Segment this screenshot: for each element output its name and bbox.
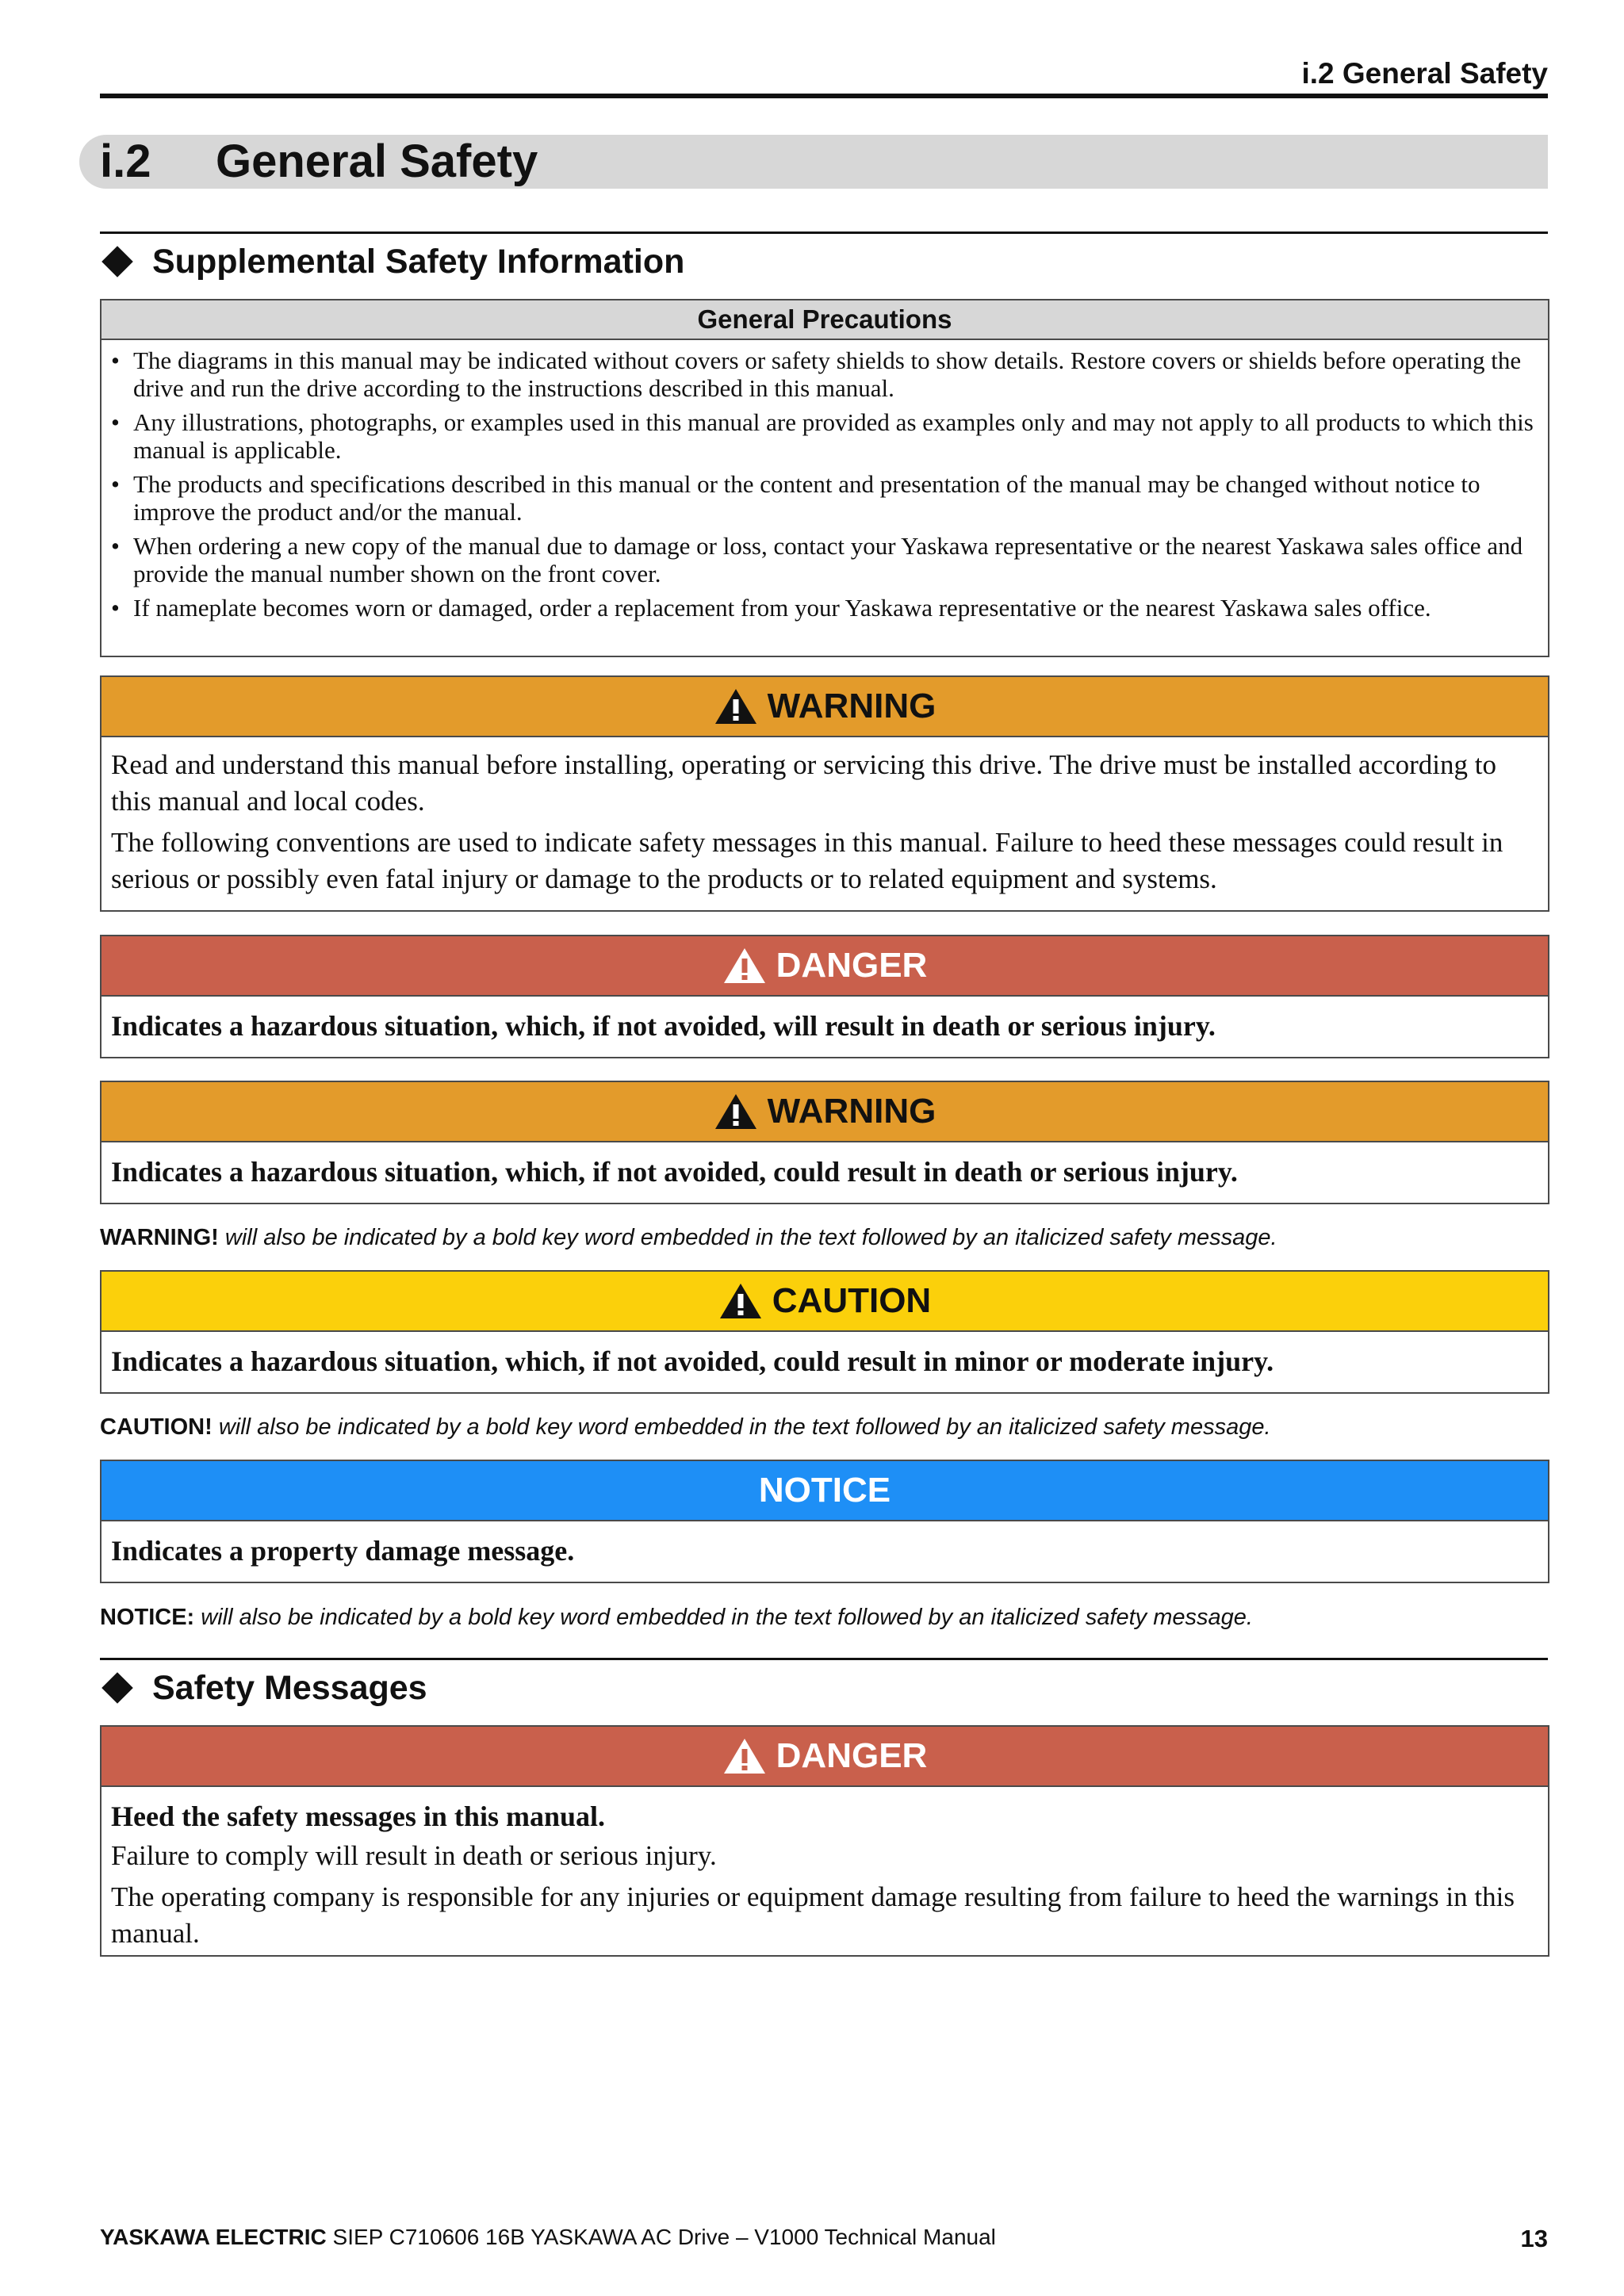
footer-document-info <box>100 2225 996 2250</box>
danger-header <box>102 936 1548 997</box>
list-item: • When ordering a new copy of the manual due to damage or loss, contact your Yaskawa representative or the nearest Yaskawa sales office and provide the manual number shown on the front cover. <box>111 532 1540 587</box>
caution-header <box>102 1272 1548 1332</box>
section-heading-label: Supplemental Safety Information <box>152 242 685 281</box>
keyword: NOTICE: <box>100 1605 195 1630</box>
warning-label: WARNING <box>767 1092 936 1131</box>
danger-label: DANGER <box>776 946 928 985</box>
warning-triangle-icon <box>722 947 767 985</box>
section-heading-label: Safety Messages <box>152 1668 427 1707</box>
page-number: 13 <box>1520 2225 1548 2252</box>
warning-paragraph: The following conventions are used to indicate safety messages in this manual. Failure to heed these messages could result in serious or possibly even fatal injury or damage to the products or to related equipment and systems. <box>111 827 1503 894</box>
danger-message-title: Heed the safety messages in this manual. <box>111 1800 605 1832</box>
notice-label: NOTICE <box>758 1471 891 1510</box>
warning-paragraph: Read and understand this manual before installing, operating or servicing this drive. The drive must be installed according to this manual and local codes. <box>111 749 1496 817</box>
danger-definition-text: Indicates a hazardous situation, which, if not avoided, will result in death or serious injury. <box>111 1010 1216 1042</box>
warning-definition-box <box>100 1081 1549 1204</box>
general-precautions-header: General Precautions <box>102 300 1548 340</box>
note-text: will also be indicated by a bold key word embedded in the text followed by an italicized safety message. <box>218 1225 1277 1250</box>
keyword: WARNING! <box>100 1225 219 1250</box>
warning-triangle-icon <box>722 1737 767 1775</box>
danger-label: DANGER <box>776 1736 928 1775</box>
section-number: i.2 <box>100 136 151 187</box>
warning-header <box>102 1082 1548 1142</box>
section-heading-supplemental <box>100 242 684 281</box>
section-rule <box>100 232 1548 234</box>
warning-header <box>102 677 1548 737</box>
danger-header <box>102 1727 1548 1787</box>
notice-definition-text: Indicates a property damage message. <box>111 1535 575 1567</box>
notice-header <box>102 1461 1548 1521</box>
caution-label: CAUTION <box>772 1281 932 1320</box>
warning-inline-note <box>100 1225 1277 1251</box>
note-text: will also be indicated by a bold key word embedded in the text followed by an italicized safety message. <box>212 1414 1271 1440</box>
list-item: • Any illustrations, photographs, or examples used in this manual are provided as examples only and may not apply to all products to which this manual is applicable. <box>111 408 1540 464</box>
warning-intro-box <box>100 675 1549 912</box>
warning-definition-text: Indicates a hazardous situation, which, if not avoided, could result in death or serious injury. <box>111 1156 1238 1188</box>
danger-message-box <box>100 1725 1549 1957</box>
caution-definition-box <box>100 1270 1549 1394</box>
caution-inline-note <box>100 1414 1271 1441</box>
footer-document-title: SIEP C710606 16B YASKAWA AC Drive – V1000 Technical Manual <box>326 2225 996 2249</box>
danger-message-paragraph: Failure to comply will result in death or serious injury. <box>111 1840 717 1871</box>
danger-definition-box <box>100 935 1549 1058</box>
list-item: • If nameplate becomes worn or damaged, order a replacement from your Yaskawa representative or the nearest Yaskawa sales office. <box>111 594 1540 622</box>
keyword: CAUTION! <box>100 1414 213 1440</box>
note-text: will also be indicated by a bold key word embedded in the text followed by an italicized safety message. <box>194 1605 1253 1630</box>
running-header: i.2 General Safety <box>1301 57 1548 90</box>
warning-triangle-icon <box>714 687 758 725</box>
notice-inline-note <box>100 1605 1253 1631</box>
page-title: General Safety <box>216 136 538 187</box>
notice-definition-box <box>100 1460 1549 1583</box>
list-item: • The products and specifications described in this manual or the content and presentation of the manual may be changed without notice to improve the product and/or the manual. <box>111 470 1540 526</box>
warning-label: WARNING <box>767 687 936 725</box>
general-precautions-table <box>100 299 1549 657</box>
diamond-icon <box>102 246 133 277</box>
section-rule <box>100 1658 1548 1660</box>
diamond-icon <box>102 1672 133 1704</box>
header-rule <box>100 94 1548 98</box>
footer-brand: YASKAWA ELECTRIC <box>100 2225 327 2249</box>
precautions-list <box>111 346 1540 622</box>
danger-message-paragraph: The operating company is responsible for any injuries or equipment damage resulting from failure to heed the warnings in this manual. <box>111 1881 1515 1949</box>
warning-triangle-icon <box>714 1093 758 1131</box>
list-item: • The diagrams in this manual may be indicated without covers or safety shields to show details. Restore covers or shields before operating the drive and run the drive according to the instructions described in this manual. <box>111 346 1540 402</box>
caution-definition-text: Indicates a hazardous situation, which, if not avoided, could result in minor or moderate injury. <box>111 1345 1274 1377</box>
section-heading-safety-messages <box>100 1668 427 1708</box>
warning-triangle-icon <box>718 1282 763 1320</box>
